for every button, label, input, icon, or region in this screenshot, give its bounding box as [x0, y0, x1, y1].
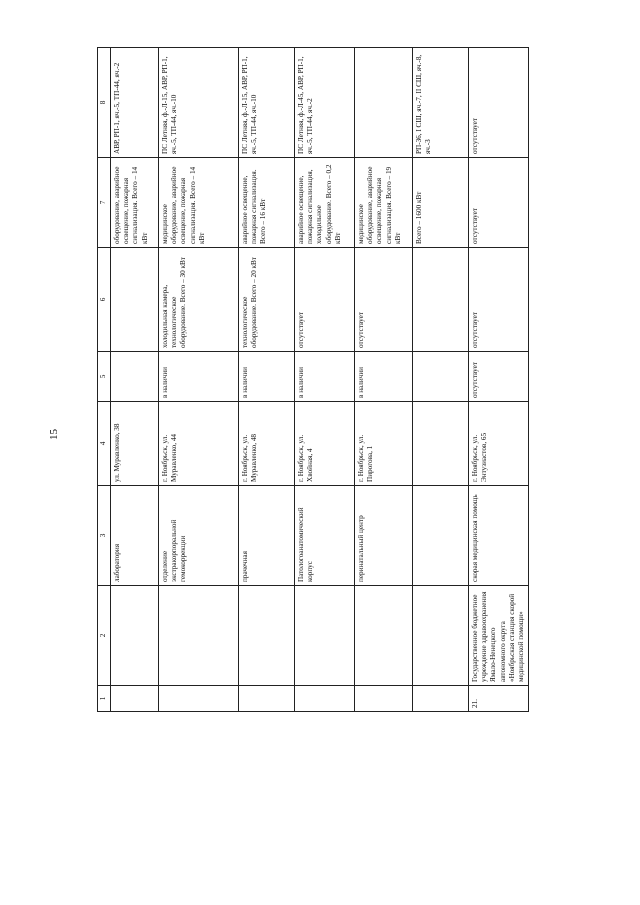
table-cell: в наличии: [295, 352, 355, 402]
table-row: [239, 48, 295, 712]
table-cell: [239, 686, 295, 712]
table-cell: ул. Муравленко, 38: [111, 402, 159, 486]
table-cell: технологическое оборудование. Всего – 20 кВт: [239, 248, 295, 352]
table-cell: отсутствует: [469, 248, 529, 352]
header-cell: 1: [98, 686, 111, 712]
table-row: [413, 48, 469, 712]
table-cell: [413, 586, 469, 686]
table-cell: ПС Летняя, ф.-Л-15, АВР, РП-1, яч.-5, ТП-44, яч.-10: [159, 48, 239, 158]
table-cell: [111, 352, 159, 402]
table-cell: [111, 686, 159, 712]
header-cell: 2: [98, 586, 111, 686]
table-cell: в наличии: [159, 352, 239, 402]
table-cell: г. Ноябрьск, ул. Пирогова, 1: [355, 402, 413, 486]
table-cell: АВР, РП-1, яч.-5, ТП-44, яч.-2: [111, 48, 159, 158]
table-cell: [159, 686, 239, 712]
table-cell: [239, 586, 295, 686]
table-cell: отсутствует: [295, 248, 355, 352]
table-cell: [413, 402, 469, 486]
header-cell: 4: [98, 402, 111, 486]
header-cell: 3: [98, 486, 111, 586]
table-cell: Государственное бюджетное учреждение здравоохранения Ямало-Ненецкого автономного округа «Ноябрьская станция скорой медицинской помощи»: [469, 586, 529, 686]
table-cell: ПС Летняя, ф.-Л-45, АВР, РП-1, яч.-5, ТП-44, яч.-2: [295, 48, 355, 158]
table-cell: прачечная: [239, 486, 295, 586]
header-cell: 6: [98, 248, 111, 352]
table-cell: [295, 686, 355, 712]
table-cell: аварийное освещение, пожарная сигнализация. Всего – 16 кВт: [239, 158, 295, 248]
table-cell: 21.: [469, 686, 529, 712]
table-cell: медицинское оборудование, аварийное освещение, пожарная сигнализация. Всего – 14 кВт: [159, 158, 239, 248]
table-row: [295, 48, 355, 712]
table-cell: лаборатория: [111, 486, 159, 586]
table-cell: Всего – 1600 кВт: [413, 158, 469, 248]
header-cell: 8: [98, 48, 111, 158]
table-row: [111, 48, 159, 712]
table-cell: г. Ноябрьск, ул. Энтузиастов, 65: [469, 402, 529, 486]
table-cell: в наличии: [355, 352, 413, 402]
table-cell: г. Ноябрьск, ул. Хвойная, 4: [295, 402, 355, 486]
table-cell: отсутствует: [355, 248, 413, 352]
table-cell: Патологоанатомический корпус: [295, 486, 355, 586]
header-cell: 5: [98, 352, 111, 402]
table-body: [111, 48, 529, 712]
table-row: [355, 48, 413, 712]
table-cell: оборудование, аварийное освещение, пожарная сигнализация. Всего – 14 кВт: [111, 158, 159, 248]
table-cell: г. Ноябрьск, ул. Муравленко, 44: [159, 402, 239, 486]
header-cell: 7: [98, 158, 111, 248]
table-cell: [111, 248, 159, 352]
table-cell: медицинское оборудование, аварийное освещение, пожарная сигнализация. Всего – 19 кВт: [355, 158, 413, 248]
table-cell: [355, 586, 413, 686]
table-cell: ПС Летняя, ф.-Л-15, АВР, РП-1, яч.-5, ТП-44, яч.-10: [239, 48, 295, 158]
table-row: [469, 48, 529, 712]
table-cell: [355, 48, 413, 158]
table-cell: РП-36, I СШ, яч.-7, II СШ, яч.-8, яч.-3: [413, 48, 469, 158]
table-cell: отсутствует: [469, 352, 529, 402]
table-cell: [355, 686, 413, 712]
table-cell: перинатальный центр: [355, 486, 413, 586]
table-cell: аварийное освещение, пожарная сигнализация, холодильное оборудование. Всего – 0,2 кВт: [295, 158, 355, 248]
table-cell: скорая медицинская помощь: [469, 486, 529, 586]
table-cell: холодильная камера, технологическое оборудование. Всего – 30 кВт: [159, 248, 239, 352]
data-table: [97, 47, 529, 712]
page-number: 15: [48, 429, 60, 440]
table-cell: [111, 586, 159, 686]
table-cell: отсутствует: [469, 158, 529, 248]
rotated-page: [97, 48, 526, 712]
table-row: [159, 48, 239, 712]
table-cell: отделение экстракорпоральной гемокоррекции: [159, 486, 239, 586]
table-cell: [413, 686, 469, 712]
table-cell: г. Ноябрьск, ул. Муравленко, 48: [239, 402, 295, 486]
table-cell: [413, 352, 469, 402]
table-cell: [413, 486, 469, 586]
table-cell: отсутствует: [469, 48, 529, 158]
header-row: [98, 48, 111, 712]
table-cell: в наличии: [239, 352, 295, 402]
table-cell: [159, 586, 239, 686]
table-cell: [295, 586, 355, 686]
table-cell: [413, 248, 469, 352]
